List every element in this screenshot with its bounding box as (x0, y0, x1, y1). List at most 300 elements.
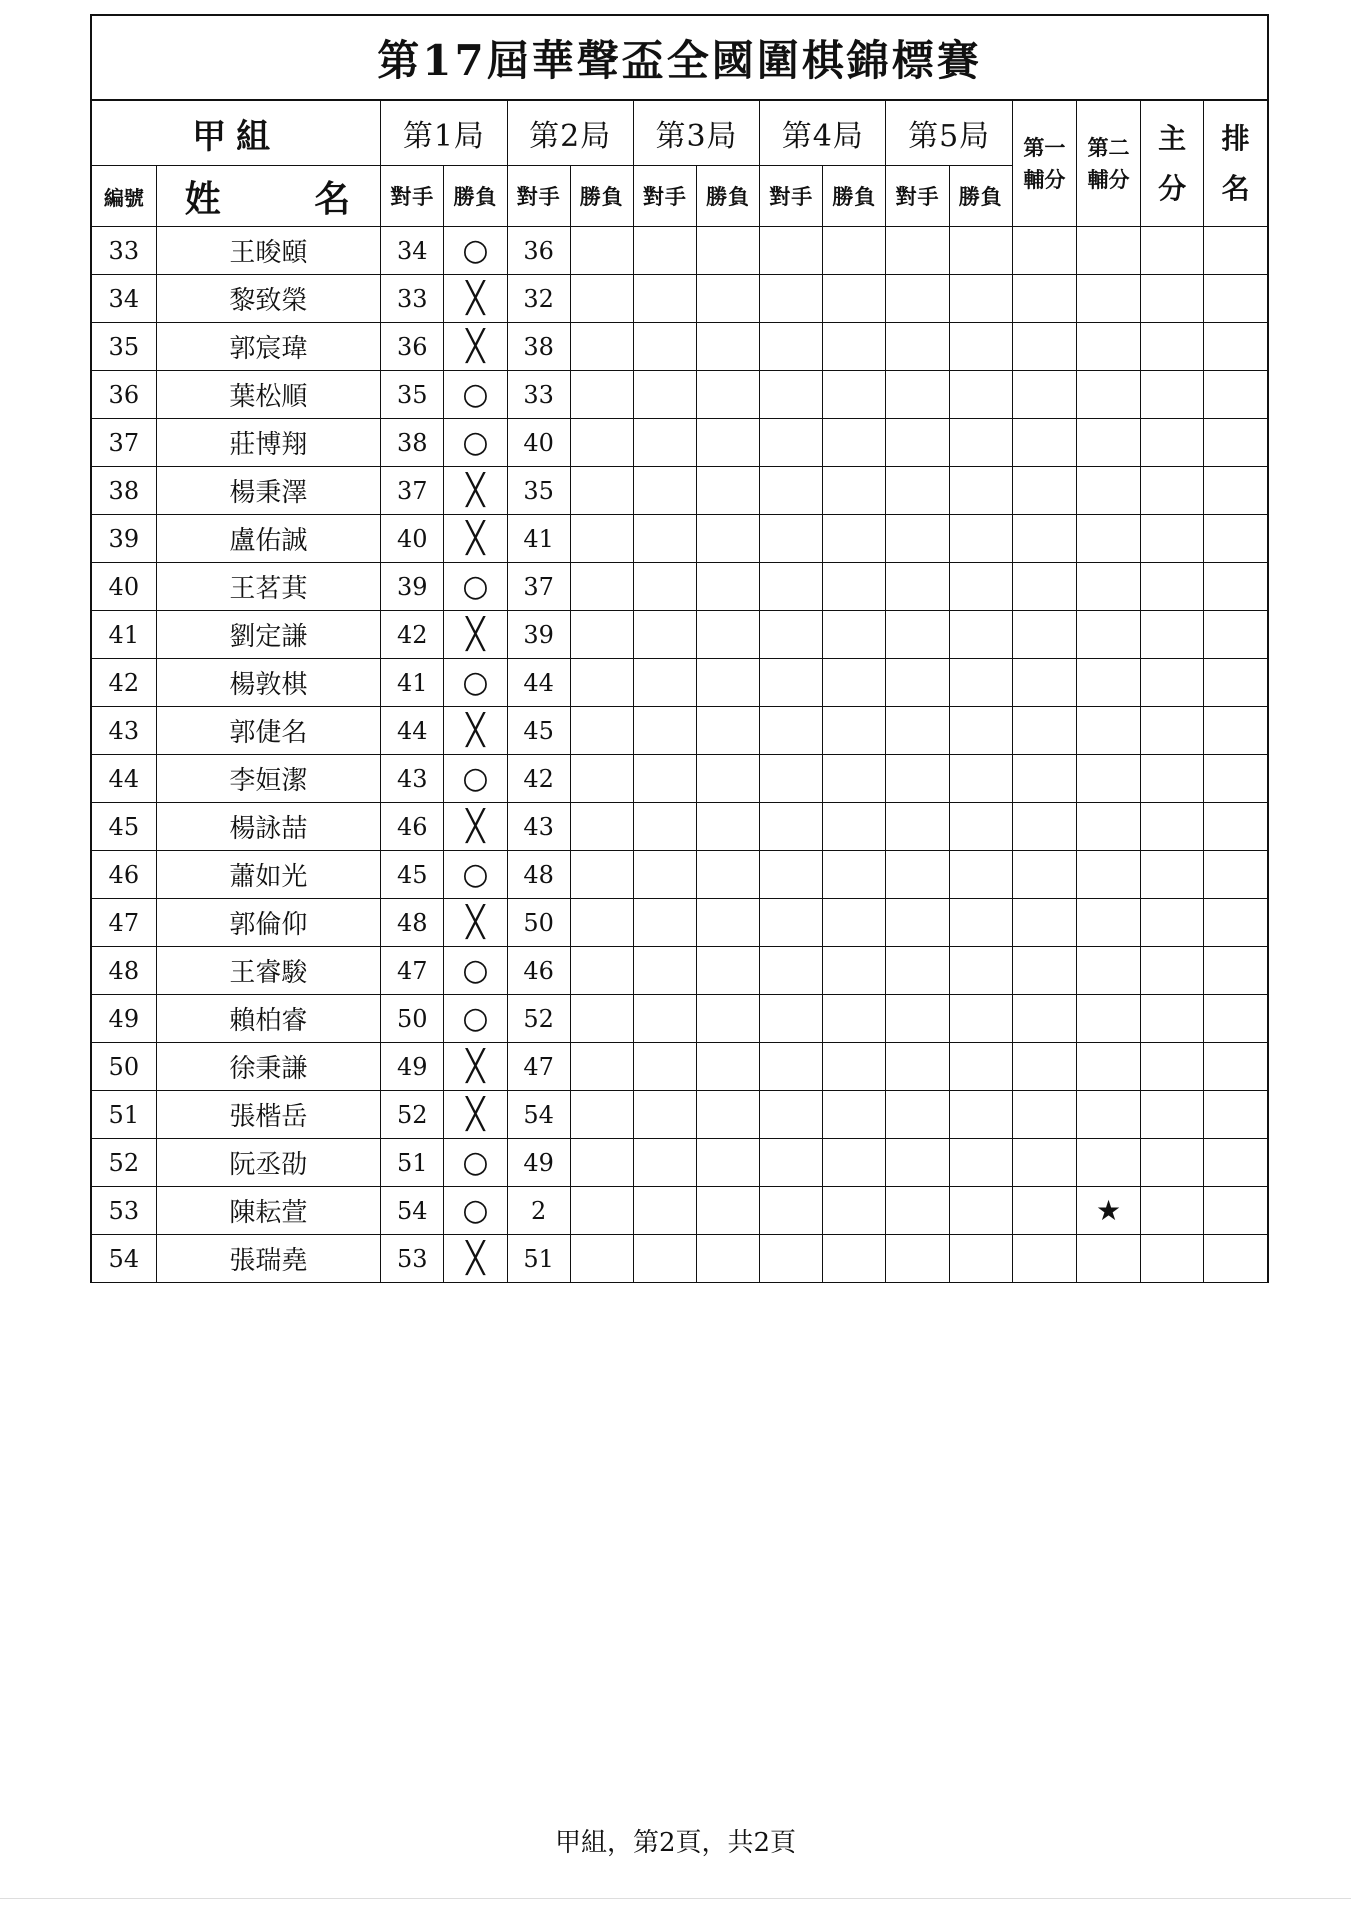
first-tiebreak-cell (1012, 323, 1076, 371)
first-tiebreak-cell (1012, 515, 1076, 563)
opponent-header: 對手 (507, 166, 570, 227)
round-5-result (949, 707, 1012, 755)
round-2-opponent: 38 (507, 323, 570, 371)
results-table (92, 101, 1267, 1283)
round-4-opponent (760, 371, 823, 419)
round-5-opponent (886, 995, 949, 1043)
round-5-opponent (886, 371, 949, 419)
player-row (92, 1187, 1267, 1235)
second-tiebreak-cell (1076, 995, 1140, 1043)
main-score-cell (1141, 755, 1204, 803)
round-2-opponent: 43 (507, 803, 570, 851)
player-name: 李姮潔 (156, 755, 381, 803)
round-1-result: ○ (444, 659, 507, 707)
player-name: 莊博翔 (156, 419, 381, 467)
player-row (92, 755, 1267, 803)
round-5-result (949, 323, 1012, 371)
player-number: 46 (92, 851, 156, 899)
main-score-cell (1141, 899, 1204, 947)
round-5-opponent (886, 707, 949, 755)
player-number: 36 (92, 371, 156, 419)
player-number: 42 (92, 659, 156, 707)
player-row (92, 1043, 1267, 1091)
round-3-opponent (633, 1187, 696, 1235)
round-2-result (570, 1235, 633, 1283)
round-1-opponent: 48 (381, 899, 444, 947)
round-5-opponent (886, 611, 949, 659)
rank-cell (1204, 515, 1267, 563)
first-tiebreak-cell (1012, 1187, 1076, 1235)
round-4-opponent (760, 707, 823, 755)
first-tiebreak-cell (1012, 611, 1076, 659)
round-5-opponent (886, 467, 949, 515)
round-1-result: ○ (444, 995, 507, 1043)
first-tiebreak-cell (1012, 851, 1076, 899)
round-3-opponent (633, 755, 696, 803)
rank-cell (1204, 755, 1267, 803)
round-3-result (697, 755, 760, 803)
round-5-result (949, 755, 1012, 803)
round-1-result: ╳ (444, 611, 507, 659)
round-5-result (949, 419, 1012, 467)
round-5-result (949, 1235, 1012, 1283)
round-1-opponent: 42 (381, 611, 444, 659)
rank-cell (1204, 947, 1267, 995)
player-row (92, 1091, 1267, 1139)
round-5-header: 第5局 (886, 101, 1012, 166)
round-2-result (570, 755, 633, 803)
player-number: 51 (92, 1091, 156, 1139)
result-header: 勝負 (444, 166, 507, 227)
main-score-cell (1141, 275, 1204, 323)
rank-cell (1204, 851, 1267, 899)
main-score-cell (1141, 1187, 1204, 1235)
second-tiebreak-cell (1076, 371, 1140, 419)
round-5-result (949, 1139, 1012, 1187)
round-1-opponent: 33 (381, 275, 444, 323)
round-3-result (697, 803, 760, 851)
round-1-result: ╳ (444, 275, 507, 323)
rank-cell (1204, 611, 1267, 659)
first-tiebreak-cell (1012, 563, 1076, 611)
player-number: 37 (92, 419, 156, 467)
round-4-result (823, 851, 886, 899)
round-3-result (697, 227, 760, 275)
rank-cell (1204, 467, 1267, 515)
round-3-result (697, 1091, 760, 1139)
round-1-result: ╳ (444, 707, 507, 755)
round-5-result (949, 1091, 1012, 1139)
player-row (92, 947, 1267, 995)
round-2-opponent: 42 (507, 755, 570, 803)
round-2-result (570, 371, 633, 419)
round-5-result (949, 515, 1012, 563)
round-1-opponent: 39 (381, 563, 444, 611)
round-1-opponent: 44 (381, 707, 444, 755)
round-3-opponent (633, 467, 696, 515)
round-5-result (949, 1187, 1012, 1235)
round-3-result (697, 851, 760, 899)
round-1-opponent: 40 (381, 515, 444, 563)
round-5-opponent (886, 1139, 949, 1187)
round-4-opponent (760, 1235, 823, 1283)
round-1-opponent: 35 (381, 371, 444, 419)
page-footer: 甲組，第2頁，共2頁 (554, 1828, 797, 1858)
round-4-result (823, 323, 886, 371)
round-3-result (697, 659, 760, 707)
round-3-result (697, 1235, 760, 1283)
round-2-result (570, 515, 633, 563)
round-3-result (697, 419, 760, 467)
rank-cell (1204, 707, 1267, 755)
round-3-result (697, 1139, 760, 1187)
player-row (92, 467, 1267, 515)
player-number: 34 (92, 275, 156, 323)
scoresheet (90, 14, 1269, 1283)
player-number: 40 (92, 563, 156, 611)
round-1-opponent: 37 (381, 467, 444, 515)
first-tiebreak-cell (1012, 995, 1076, 1043)
main-score-cell (1141, 947, 1204, 995)
round-4-result (823, 371, 886, 419)
round-4-result (823, 947, 886, 995)
round-4-result (823, 707, 886, 755)
round-4-opponent (760, 1043, 823, 1091)
round-5-result (949, 611, 1012, 659)
round-3-result (697, 611, 760, 659)
group-label: 甲組 (92, 101, 381, 166)
round-4-result (823, 467, 886, 515)
first-tiebreak-cell (1012, 1235, 1076, 1283)
second-tiebreak-cell (1076, 803, 1140, 851)
player-name: 劉定謙 (156, 611, 381, 659)
rank-cell (1204, 323, 1267, 371)
round-2-opponent: 54 (507, 1091, 570, 1139)
round-4-opponent (760, 419, 823, 467)
player-number: 38 (92, 467, 156, 515)
round-2-opponent: 33 (507, 371, 570, 419)
round-5-result (949, 995, 1012, 1043)
rank-cell (1204, 899, 1267, 947)
round-3-opponent (633, 707, 696, 755)
second-tiebreak-cell (1076, 755, 1140, 803)
main-score-cell (1141, 659, 1204, 707)
round-2-result (570, 275, 633, 323)
first-tiebreak-header: 第一 輔分 (1012, 101, 1076, 227)
round-1-result: ╳ (444, 323, 507, 371)
second-tiebreak-cell (1076, 1091, 1140, 1139)
second-tiebreak-cell (1076, 515, 1140, 563)
round-3-opponent (633, 611, 696, 659)
round-3-opponent (633, 515, 696, 563)
second-tiebreak-cell (1076, 1139, 1140, 1187)
round-4-result (823, 275, 886, 323)
round-5-result (949, 371, 1012, 419)
main-score-cell (1141, 467, 1204, 515)
sheet-title: 第17屆華聲盃全國圍棋錦標賽 (92, 16, 1267, 101)
round-4-opponent (760, 851, 823, 899)
player-name: 王晙頤 (156, 227, 381, 275)
player-row (92, 275, 1267, 323)
player-number: 43 (92, 707, 156, 755)
round-1-opponent: 47 (381, 947, 444, 995)
round-1-opponent: 36 (381, 323, 444, 371)
round-2-result (570, 1043, 633, 1091)
round-5-result (949, 899, 1012, 947)
round-2-result (570, 1187, 633, 1235)
round-1-opponent: 52 (381, 1091, 444, 1139)
round-4-opponent (760, 899, 823, 947)
round-2-opponent: 44 (507, 659, 570, 707)
round-5-opponent (886, 1235, 949, 1283)
player-name: 楊敦棋 (156, 659, 381, 707)
round-1-result: ○ (444, 1187, 507, 1235)
round-1-result: ○ (444, 947, 507, 995)
round-4-opponent (760, 1187, 823, 1235)
round-2-result (570, 467, 633, 515)
name-header: 姓 名 (156, 166, 381, 227)
round-5-opponent (886, 899, 949, 947)
player-row (92, 371, 1267, 419)
player-name: 賴柏睿 (156, 995, 381, 1043)
round-3-result (697, 323, 760, 371)
rank-cell (1204, 419, 1267, 467)
round-1-result: ╳ (444, 1043, 507, 1091)
round-4-result (823, 611, 886, 659)
player-number: 54 (92, 1235, 156, 1283)
main-score-cell (1141, 995, 1204, 1043)
round-2-opponent: 51 (507, 1235, 570, 1283)
opponent-header: 對手 (381, 166, 444, 227)
round-2-opponent: 45 (507, 707, 570, 755)
rank-cell (1204, 1187, 1267, 1235)
round-3-result (697, 515, 760, 563)
rank-cell (1204, 995, 1267, 1043)
round-4-result (823, 899, 886, 947)
round-2-result (570, 851, 633, 899)
round-2-result (570, 707, 633, 755)
round-5-result (949, 467, 1012, 515)
round-3-opponent (633, 563, 696, 611)
number-header: 編號 (92, 166, 156, 227)
main-score-cell (1141, 803, 1204, 851)
first-tiebreak-cell (1012, 467, 1076, 515)
round-5-opponent (886, 755, 949, 803)
round-5-opponent (886, 803, 949, 851)
round-2-result (570, 1091, 633, 1139)
round-4-opponent (760, 995, 823, 1043)
player-row (92, 659, 1267, 707)
round-2-result (570, 611, 633, 659)
main-score-cell (1141, 563, 1204, 611)
round-5-result (949, 1043, 1012, 1091)
round-1-result: ○ (444, 851, 507, 899)
player-row (92, 707, 1267, 755)
round-1-result: ○ (444, 755, 507, 803)
rank-header: 排 名 (1204, 101, 1267, 227)
round-5-opponent (886, 563, 949, 611)
first-tiebreak-cell (1012, 1139, 1076, 1187)
round-2-result (570, 1139, 633, 1187)
player-number: 41 (92, 611, 156, 659)
result-header: 勝負 (823, 166, 886, 227)
round-1-result: ○ (444, 419, 507, 467)
round-3-opponent (633, 947, 696, 995)
round-3-opponent (633, 371, 696, 419)
second-tiebreak-cell (1076, 1235, 1140, 1283)
round-3-result (697, 467, 760, 515)
round-2-opponent: 50 (507, 899, 570, 947)
player-number: 52 (92, 1139, 156, 1187)
first-tiebreak-cell (1012, 1043, 1076, 1091)
round-1-opponent: 50 (381, 995, 444, 1043)
first-tiebreak-cell (1012, 803, 1076, 851)
result-header: 勝負 (949, 166, 1012, 227)
round-5-result (949, 563, 1012, 611)
round-5-opponent (886, 419, 949, 467)
round-1-opponent: 45 (381, 851, 444, 899)
round-2-opponent: 36 (507, 227, 570, 275)
round-2-opponent: 46 (507, 947, 570, 995)
player-name: 張瑞堯 (156, 1235, 381, 1283)
round-1-result: ╳ (444, 1091, 507, 1139)
round-4-result (823, 1235, 886, 1283)
main-score-cell (1141, 611, 1204, 659)
round-1-result: ╳ (444, 515, 507, 563)
round-4-opponent (760, 947, 823, 995)
main-score-cell (1141, 371, 1204, 419)
rank-cell (1204, 563, 1267, 611)
rank-cell (1204, 275, 1267, 323)
rank-cell (1204, 1139, 1267, 1187)
round-5-opponent (886, 227, 949, 275)
round-1-opponent: 43 (381, 755, 444, 803)
main-score-cell (1141, 1091, 1204, 1139)
round-4-result (823, 227, 886, 275)
round-3-result (697, 1187, 760, 1235)
round-3-result (697, 563, 760, 611)
round-5-opponent (886, 1187, 949, 1235)
round-1-result: ╳ (444, 467, 507, 515)
player-name: 黎致榮 (156, 275, 381, 323)
round-2-opponent: 32 (507, 275, 570, 323)
player-number: 48 (92, 947, 156, 995)
opponent-header: 對手 (633, 166, 696, 227)
round-3-result (697, 1043, 760, 1091)
round-2-opponent: 47 (507, 1043, 570, 1091)
player-number: 33 (92, 227, 156, 275)
player-name: 楊詠喆 (156, 803, 381, 851)
player-name: 葉松順 (156, 371, 381, 419)
player-number: 39 (92, 515, 156, 563)
round-1-result: ╳ (444, 803, 507, 851)
second-tiebreak-cell (1076, 227, 1140, 275)
round-3-opponent (633, 899, 696, 947)
round-5-result (949, 803, 1012, 851)
round-3-opponent (633, 419, 696, 467)
round-3-opponent (633, 1091, 696, 1139)
round-1-result: ○ (444, 371, 507, 419)
player-row (92, 851, 1267, 899)
round-2-opponent: 35 (507, 467, 570, 515)
first-tiebreak-cell (1012, 1091, 1076, 1139)
round-2-opponent: 48 (507, 851, 570, 899)
round-3-opponent (633, 275, 696, 323)
first-tiebreak-cell (1012, 227, 1076, 275)
round-4-opponent (760, 563, 823, 611)
round-5-opponent (886, 659, 949, 707)
opponent-header: 對手 (760, 166, 823, 227)
main-score-header: 主 分 (1141, 101, 1204, 227)
round-4-result (823, 659, 886, 707)
round-1-opponent: 54 (381, 1187, 444, 1235)
round-4-opponent (760, 803, 823, 851)
first-tiebreak-cell (1012, 275, 1076, 323)
first-tiebreak-cell (1012, 947, 1076, 995)
round-4-result (823, 995, 886, 1043)
main-score-cell (1141, 515, 1204, 563)
round-3-result (697, 995, 760, 1043)
round-4-opponent (760, 515, 823, 563)
round-3-header: 第3局 (633, 101, 759, 166)
rank-cell (1204, 371, 1267, 419)
second-tiebreak-cell (1076, 563, 1140, 611)
second-tiebreak-cell (1076, 1043, 1140, 1091)
round-4-opponent (760, 1139, 823, 1187)
second-tiebreak-cell (1076, 419, 1140, 467)
round-3-result (697, 707, 760, 755)
main-score-cell (1141, 419, 1204, 467)
rank-cell (1204, 659, 1267, 707)
round-1-opponent: 34 (381, 227, 444, 275)
round-4-opponent (760, 467, 823, 515)
first-tiebreak-cell (1012, 707, 1076, 755)
rank-cell (1204, 803, 1267, 851)
player-number: 44 (92, 755, 156, 803)
round-4-result (823, 1187, 886, 1235)
player-number: 50 (92, 1043, 156, 1091)
first-tiebreak-cell (1012, 899, 1076, 947)
round-2-result (570, 563, 633, 611)
second-tiebreak-header: 第二 輔分 (1076, 101, 1140, 227)
player-row (92, 899, 1267, 947)
player-row (92, 419, 1267, 467)
round-2-result (570, 947, 633, 995)
round-5-opponent (886, 851, 949, 899)
player-row (92, 227, 1267, 275)
round-4-opponent (760, 1091, 823, 1139)
round-1-opponent: 46 (381, 803, 444, 851)
round-4-result (823, 563, 886, 611)
first-tiebreak-cell (1012, 755, 1076, 803)
opponent-header: 對手 (886, 166, 949, 227)
player-number: 45 (92, 803, 156, 851)
round-1-result: ╳ (444, 899, 507, 947)
result-header: 勝負 (570, 166, 633, 227)
round-4-result (823, 755, 886, 803)
player-name: 楊秉澤 (156, 467, 381, 515)
round-2-opponent: 49 (507, 1139, 570, 1187)
player-name: 盧佑誠 (156, 515, 381, 563)
main-score-cell (1141, 323, 1204, 371)
round-2-result (570, 995, 633, 1043)
main-score-cell (1141, 1235, 1204, 1283)
second-tiebreak-cell (1076, 947, 1140, 995)
player-number: 35 (92, 323, 156, 371)
player-row (92, 611, 1267, 659)
round-1-opponent: 49 (381, 1043, 444, 1091)
round-5-result (949, 947, 1012, 995)
